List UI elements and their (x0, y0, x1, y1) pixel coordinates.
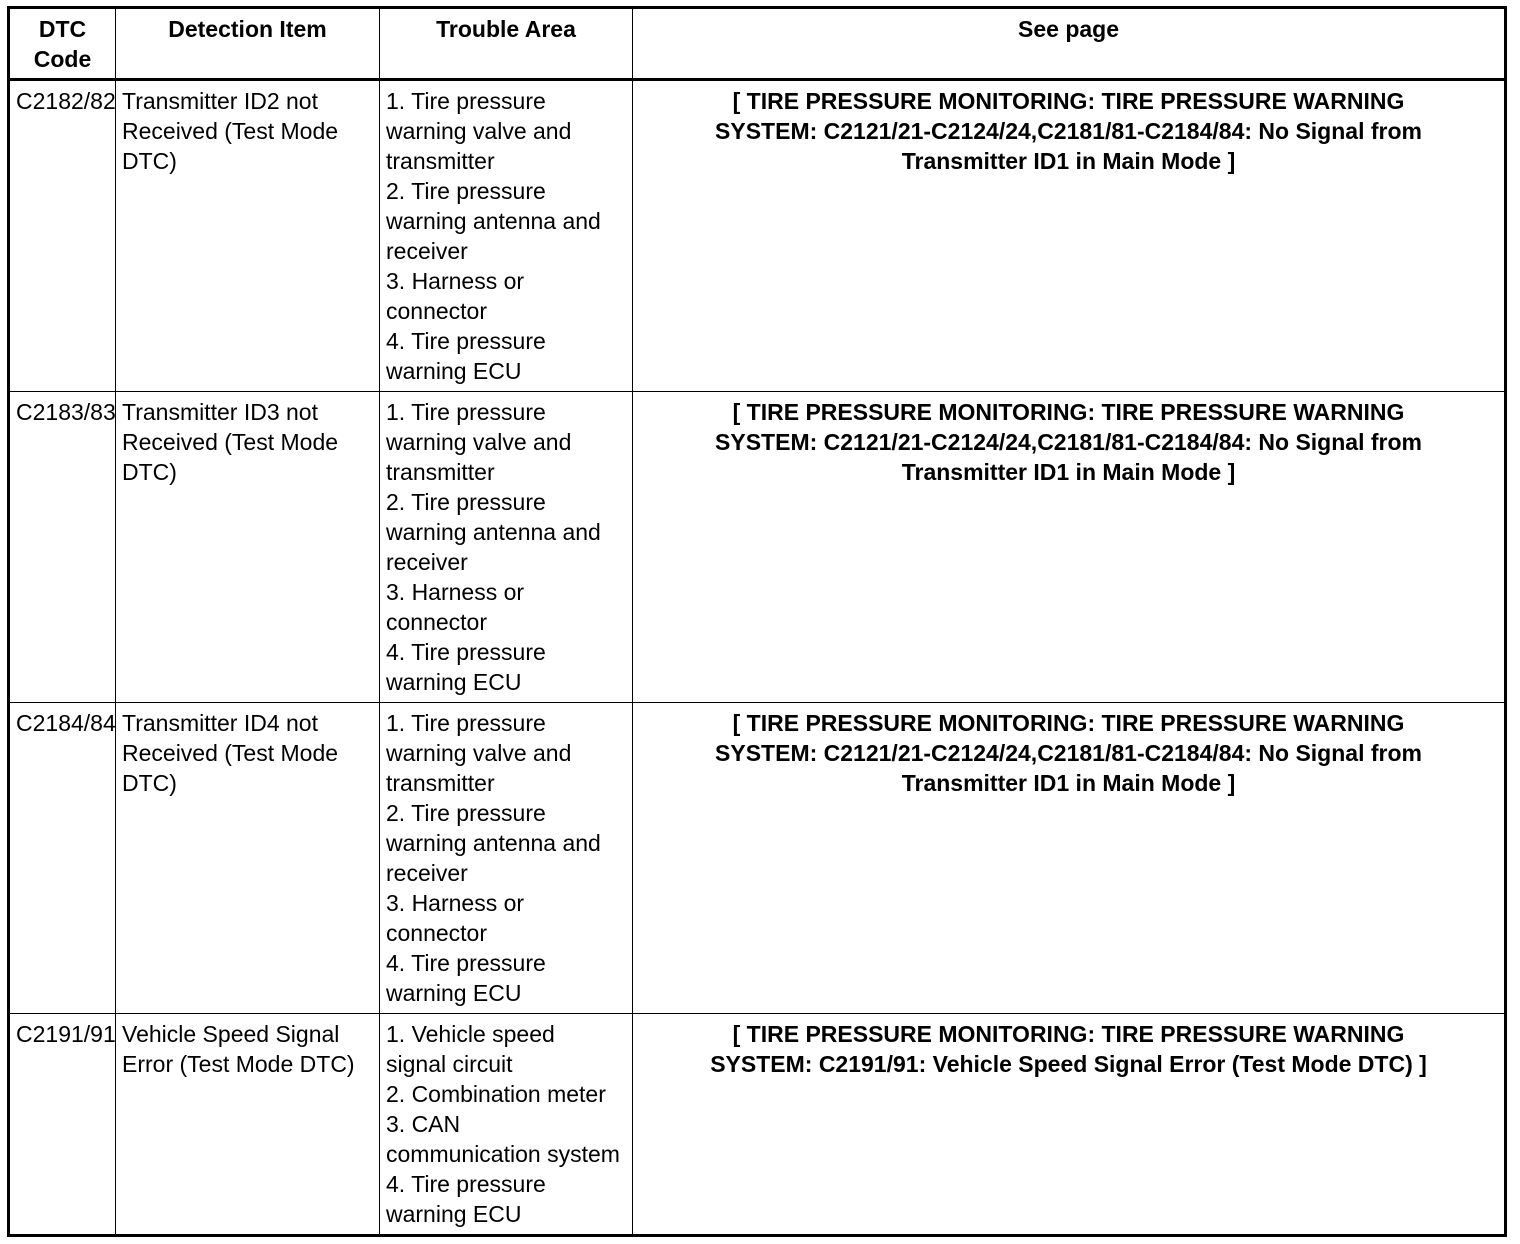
table-row (9, 703, 1506, 1014)
detection-item-cell (116, 80, 380, 392)
see-page-line: SYSTEM: C2121/21-C2124/24,C2181/81-C2184/84: No Signal from (715, 118, 1422, 144)
detection-item-line: Received (Test Mode (122, 429, 339, 455)
trouble-area-line: 1. Tire pressure (386, 399, 546, 425)
trouble-area-line: connector (386, 609, 488, 635)
trouble-area-line: transmitter (386, 459, 495, 485)
see-page-cell (633, 392, 1506, 703)
trouble-area-line: warning ECU (386, 980, 522, 1006)
trouble-area-line: 4. Tire pressure (386, 950, 546, 976)
detection-item-line: Transmitter ID2 not (122, 88, 318, 114)
trouble-area-line: connector (386, 298, 488, 324)
header-trouble-area: Trouble Area (380, 8, 633, 80)
trouble-area-cell (380, 80, 633, 392)
see-page-cell (633, 703, 1506, 1014)
detection-item-line: Error (Test Mode DTC) (122, 1051, 355, 1077)
detection-item-cell (116, 703, 380, 1014)
detection-item-line: DTC) (122, 148, 177, 174)
trouble-area-line: 3. Harness or (386, 579, 525, 605)
detection-item-cell (116, 1014, 380, 1236)
trouble-area-line: receiver (386, 238, 468, 264)
trouble-area-line: warning ECU (386, 669, 522, 695)
trouble-area-line: connector (386, 920, 488, 946)
trouble-area-line: 3. Harness or (386, 268, 525, 294)
trouble-area-line: 4. Tire pressure (386, 1171, 546, 1197)
table-row (9, 1014, 1506, 1236)
trouble-area-line: warning valve and (386, 118, 572, 144)
trouble-area-line: signal circuit (386, 1051, 513, 1077)
dtc-code-cell: C2182/82 (9, 80, 116, 392)
table-row (9, 80, 1506, 392)
trouble-area-line: 1. Tire pressure (386, 88, 546, 114)
dtc-table (7, 6, 1507, 1237)
trouble-area-line: 1. Vehicle speed (386, 1021, 555, 1047)
header-dtc-code-line: Code (33, 46, 92, 72)
header-row (9, 8, 1506, 80)
trouble-area-line: 2. Tire pressure (386, 489, 546, 515)
see-page-line: Transmitter ID1 in Main Mode ] (901, 459, 1236, 485)
trouble-area-line: 3. CAN (386, 1111, 461, 1137)
trouble-area-line: 3. Harness or (386, 890, 525, 916)
see-page-cell (633, 80, 1506, 392)
trouble-area-line: warning valve and (386, 740, 572, 766)
trouble-area-line: communication system (386, 1141, 620, 1167)
trouble-area-line: warning ECU (386, 358, 522, 384)
dtc-code-cell: C2191/91 (9, 1014, 116, 1236)
trouble-area-line: 2. Tire pressure (386, 178, 546, 204)
trouble-area-line: receiver (386, 860, 468, 886)
trouble-area-line: warning antenna and (386, 519, 601, 545)
trouble-area-line: warning valve and (386, 429, 572, 455)
detection-item-line: Transmitter ID3 not (122, 399, 318, 425)
detection-item-line: Transmitter ID4 not (122, 710, 318, 736)
see-page-line: SYSTEM: C2191/91: Vehicle Speed Signal Error (Test Mode DTC) ] (710, 1051, 1427, 1077)
see-page-line: SYSTEM: C2121/21-C2124/24,C2181/81-C2184/84: No Signal from (715, 740, 1422, 766)
see-page-line: [ TIRE PRESSURE MONITORING: TIRE PRESSURE WARNING (732, 710, 1405, 736)
see-page-cell (633, 1014, 1506, 1236)
trouble-area-cell (380, 703, 633, 1014)
detection-item-line: DTC) (122, 459, 177, 485)
trouble-area-cell (380, 1014, 633, 1236)
trouble-area-line: 4. Tire pressure (386, 639, 546, 665)
dtc-code-cell: C2184/84 (9, 703, 116, 1014)
detection-item-line: Received (Test Mode (122, 118, 339, 144)
detection-item-cell (116, 392, 380, 703)
trouble-area-cell (380, 392, 633, 703)
trouble-area-line: warning antenna and (386, 830, 601, 856)
trouble-area-line: warning antenna and (386, 208, 601, 234)
header-detection-item: Detection Item (116, 8, 380, 80)
trouble-area-line: transmitter (386, 770, 495, 796)
trouble-area-line: transmitter (386, 148, 495, 174)
header-see-page: See page (633, 8, 1506, 80)
see-page-line: [ TIRE PRESSURE MONITORING: TIRE PRESSURE WARNING (732, 88, 1405, 114)
table-row (9, 392, 1506, 703)
trouble-area-line: warning ECU (386, 1201, 522, 1227)
trouble-area-line: 2. Tire pressure (386, 800, 546, 826)
see-page-line: SYSTEM: C2121/21-C2124/24,C2181/81-C2184/84: No Signal from (715, 429, 1422, 455)
see-page-line: Transmitter ID1 in Main Mode ] (901, 770, 1236, 796)
see-page-line: Transmitter ID1 in Main Mode ] (901, 148, 1236, 174)
detection-item-line: DTC) (122, 770, 177, 796)
see-page-line: [ TIRE PRESSURE MONITORING: TIRE PRESSURE WARNING (732, 1021, 1405, 1047)
trouble-area-line: 2. Combination meter (386, 1081, 606, 1107)
detection-item-line: Received (Test Mode (122, 740, 339, 766)
detection-item-line: Vehicle Speed Signal (122, 1021, 340, 1047)
trouble-area-line: 1. Tire pressure (386, 710, 546, 736)
trouble-area-line: receiver (386, 549, 468, 575)
header-dtc-code-line: DTC (38, 16, 87, 42)
trouble-area-line: 4. Tire pressure (386, 328, 546, 354)
see-page-line: [ TIRE PRESSURE MONITORING: TIRE PRESSURE WARNING (732, 399, 1405, 425)
dtc-code-cell: C2183/83 (9, 392, 116, 703)
header-dtc-code (9, 8, 116, 80)
